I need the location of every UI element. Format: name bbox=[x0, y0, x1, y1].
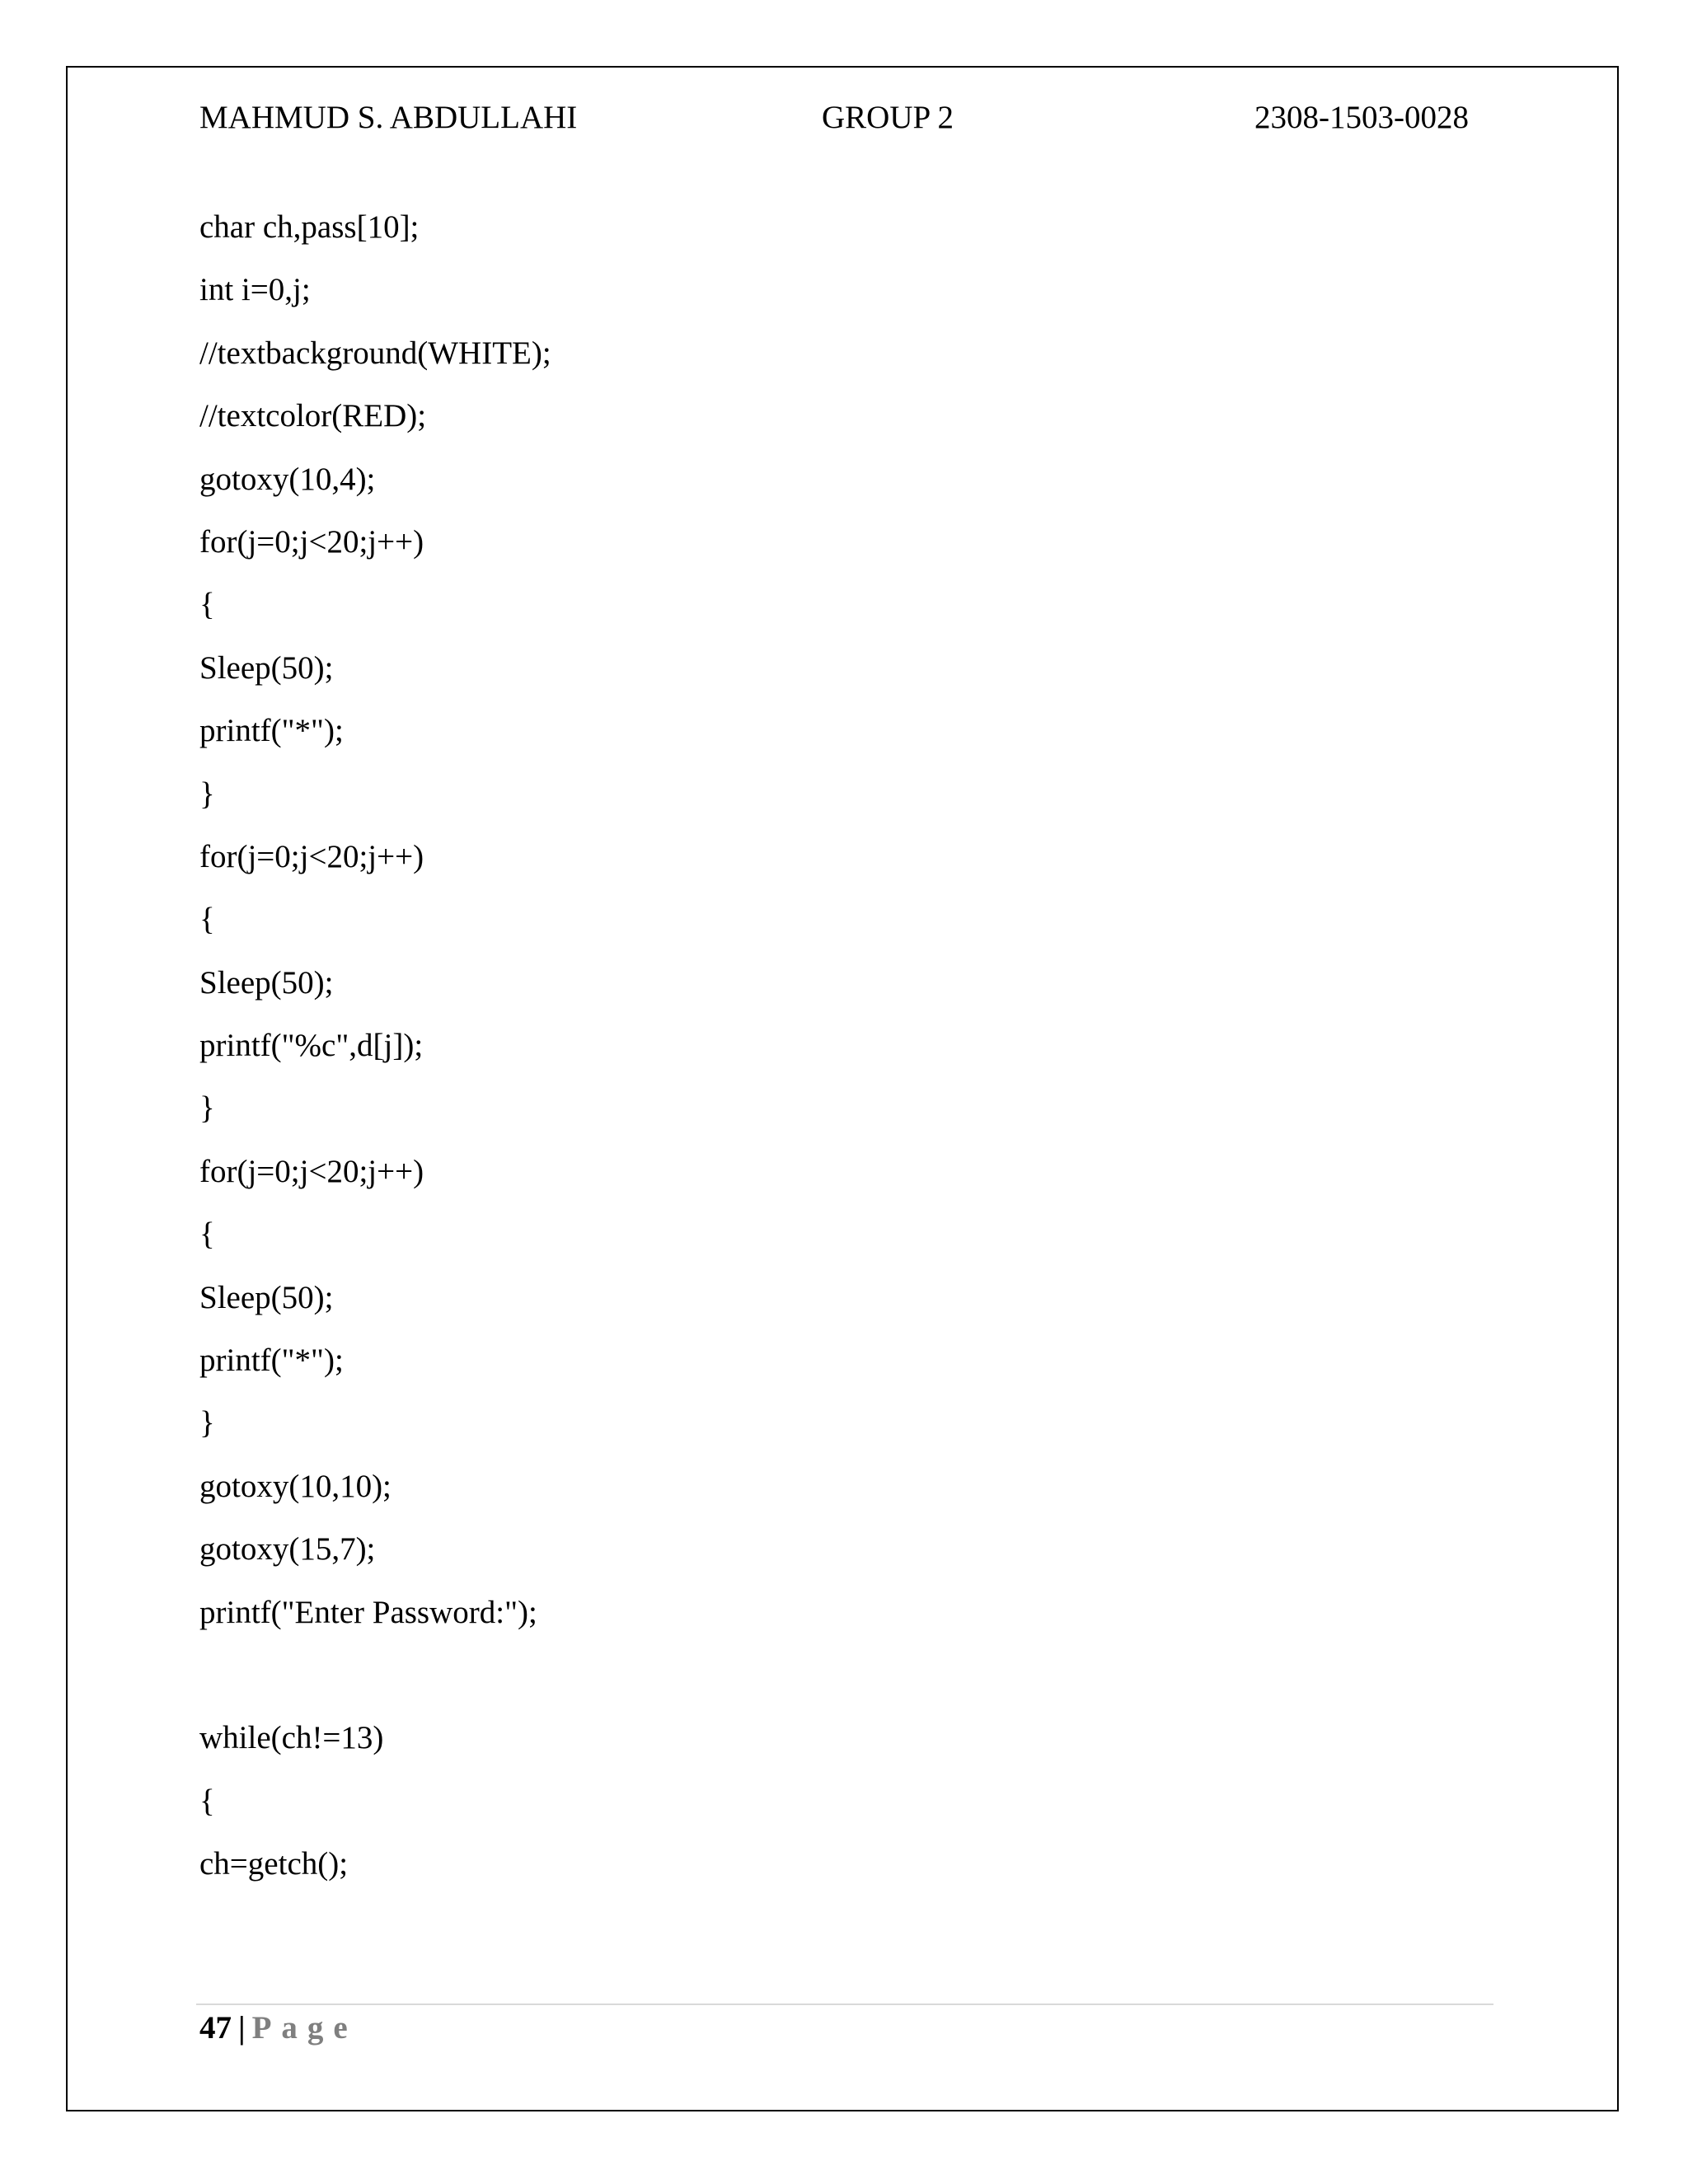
header-author-name: MAHMUD S. ABDULLAHI bbox=[199, 100, 578, 135]
code-line: } bbox=[199, 776, 215, 812]
code-line: for(j=0;j<20;j++) bbox=[199, 1153, 424, 1189]
page-footer bbox=[199, 2008, 358, 2049]
code-line: { bbox=[199, 902, 215, 938]
code-listing bbox=[199, 196, 551, 1896]
code-line: { bbox=[199, 587, 215, 623]
code-line: gotoxy(15,7); bbox=[199, 1531, 376, 1568]
code-line: printf("Enter Password:"); bbox=[199, 1594, 537, 1630]
code-line: } bbox=[199, 1090, 215, 1127]
code-line: //textbackground(WHITE); bbox=[199, 335, 551, 371]
code-line: { bbox=[199, 1783, 215, 1819]
code-line: for(j=0;j<20;j++) bbox=[199, 838, 424, 874]
code-line: ch=getch(); bbox=[199, 1846, 349, 1882]
header-group: GROUP 2 bbox=[822, 100, 954, 135]
code-line-blank bbox=[199, 1644, 551, 1707]
code-line: Sleep(50); bbox=[199, 649, 334, 686]
code-line: while(ch!=13) bbox=[199, 1720, 384, 1756]
code-line: printf("*"); bbox=[199, 1343, 344, 1379]
code-line: printf("*"); bbox=[199, 713, 344, 749]
code-line: int i=0,j; bbox=[199, 272, 311, 308]
code-line: printf("%c",d[j]); bbox=[199, 1028, 424, 1064]
code-line: Sleep(50); bbox=[199, 964, 334, 1001]
code-line: { bbox=[199, 1216, 215, 1253]
code-line: Sleep(50); bbox=[199, 1279, 334, 1315]
footer-divider bbox=[196, 2004, 1493, 2005]
code-line: //textcolor(RED); bbox=[199, 398, 427, 434]
code-line: } bbox=[199, 1405, 215, 1441]
code-line: for(j=0;j<20;j++) bbox=[199, 523, 424, 560]
code-line: char ch,pass[10]; bbox=[199, 209, 420, 245]
code-line: gotoxy(10,10); bbox=[199, 1468, 392, 1504]
page-header bbox=[199, 97, 1469, 138]
page-label: Page bbox=[251, 2010, 358, 2046]
page-separator: | bbox=[238, 2010, 246, 2046]
header-student-id: 2308-1503-0028 bbox=[1254, 100, 1469, 135]
page-number: 47 bbox=[199, 2010, 232, 2046]
code-line: gotoxy(10,4); bbox=[199, 461, 376, 497]
